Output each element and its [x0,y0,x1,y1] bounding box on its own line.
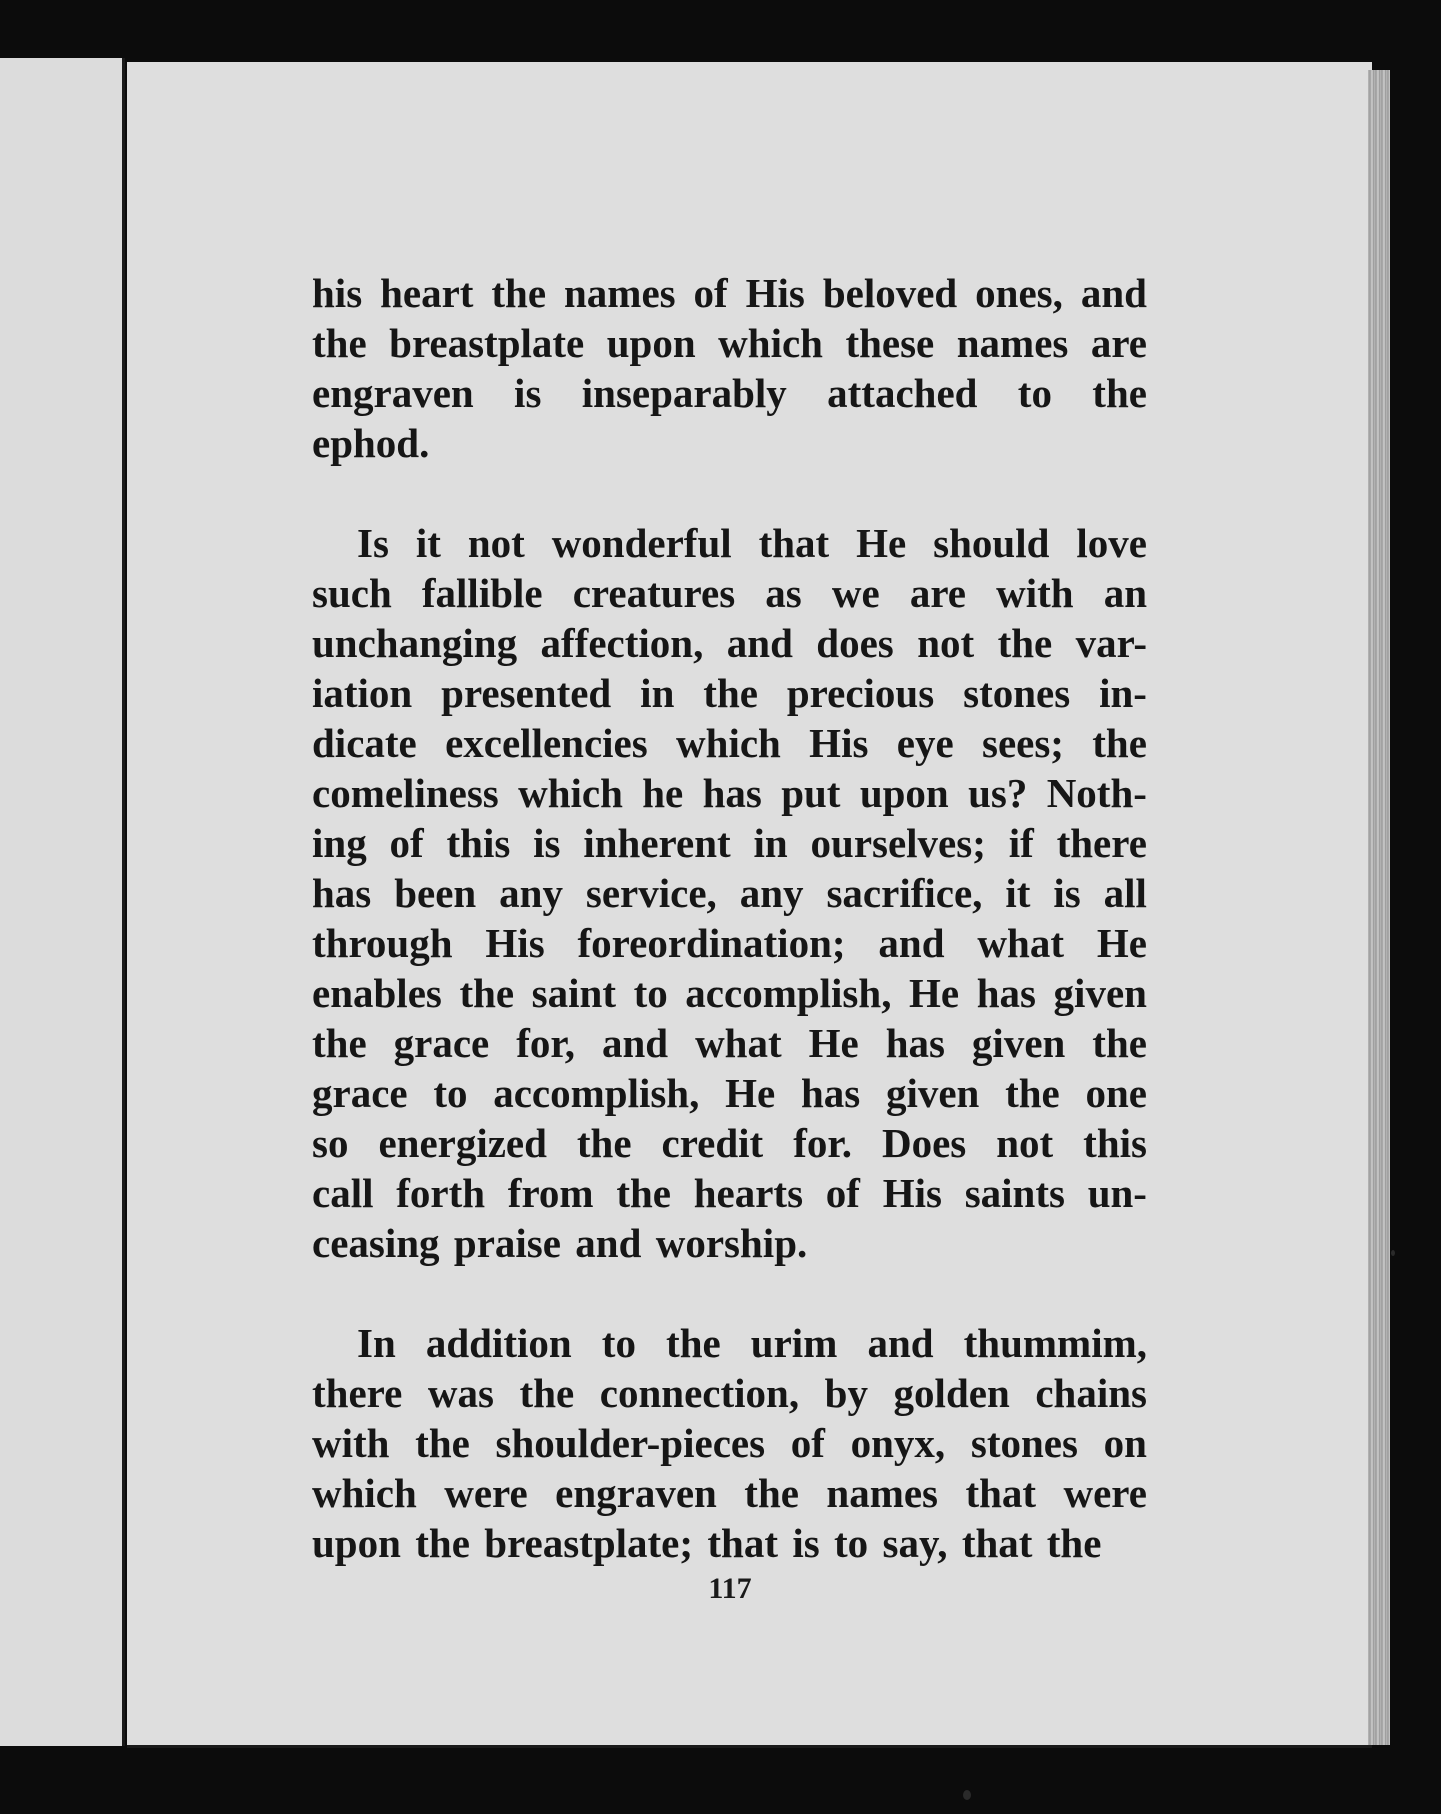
text-line: ephod. [312,420,430,466]
text-line: the breastplate upon which these names are [312,320,1147,366]
paragraph [312,268,1147,468]
text-line: grace to accomplish, He has given the one [312,1070,1147,1116]
text-line: which were engraven the names that were [312,1470,1147,1516]
facing-page-edge [0,58,125,1746]
scan-speck [963,1790,971,1800]
text-line: so energized the credit for. Does not this [312,1120,1147,1166]
text-line: the grace for, and what He has given the [312,1020,1147,1066]
text-line: ing of this is inherent in ourselves; if there [312,820,1147,866]
text-line: enables the saint to accomplish, He has given [312,970,1147,1016]
text-line: there was the connection, by golden chains [312,1370,1147,1416]
body-text [312,268,1147,1568]
page-stack-edge [1368,70,1390,1745]
text-line: In addition to the urim and thummim, [357,1320,1147,1366]
text-line: unchanging affection, and does not the var- [312,620,1147,666]
text-line: comeliness which he has put upon us? Noth- [312,770,1147,816]
paragraph-gap [312,468,1147,518]
paragraph [312,518,1147,1268]
text-line: upon the breastplate; that is to say, that the [312,1520,1102,1566]
text-line: through His foreordination; and what He [312,920,1147,966]
text-line: such fallible creatures as we are with an [312,570,1147,616]
text-line: call forth from the hearts of His saints un- [312,1170,1147,1216]
text-line: dicate excellencies which His eye sees; the [312,720,1147,766]
paragraph-gap [312,1268,1147,1318]
text-line: Is it not wonderful that He should love [357,520,1147,566]
text-line: engraven is inseparably attached to the [312,370,1147,416]
paragraph [312,1318,1147,1568]
text-line: has been any service, any sacrifice, it is all [312,870,1147,916]
text-line: with the shoulder-pieces of onyx, stones on [312,1420,1147,1466]
scan-speck [1391,1250,1395,1256]
page-number: 117 [708,1572,752,1605]
text-line: ceasing praise and worship. [312,1220,808,1266]
text-line: iation presented in the precious stones in- [312,670,1147,716]
text-line: his heart the names of His beloved ones, and [312,270,1147,316]
